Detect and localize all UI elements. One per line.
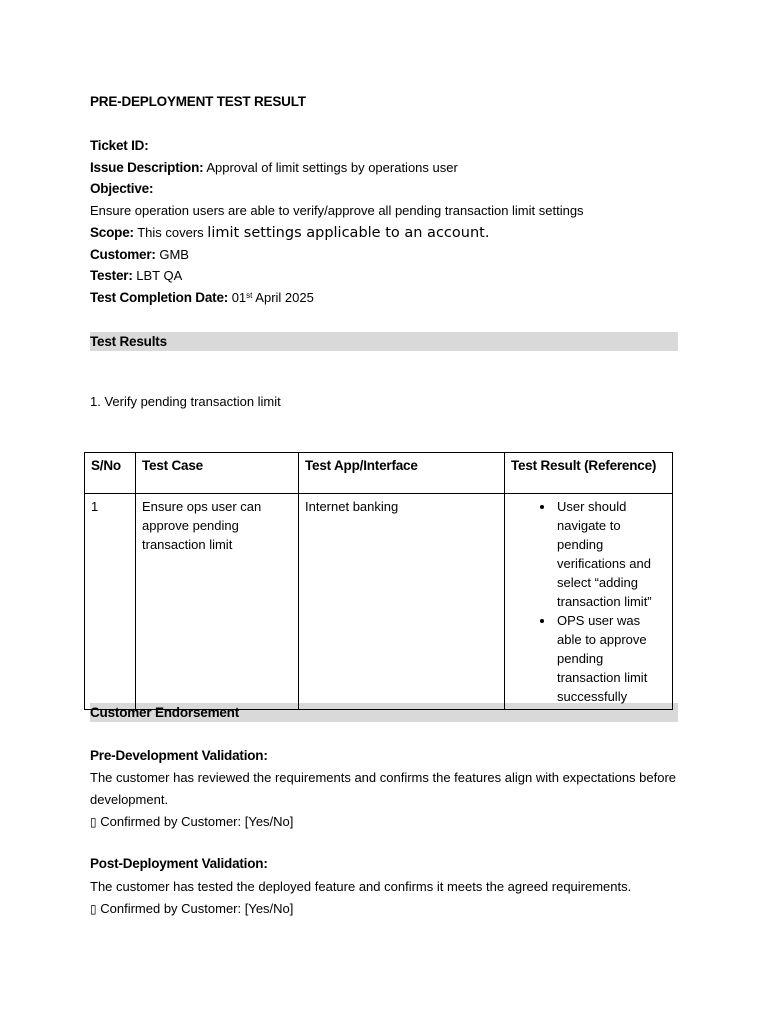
checkbox-icon: ▯ [90, 902, 97, 916]
objective-line [90, 179, 153, 199]
test-item: 1. Verify pending transaction limit [90, 394, 281, 409]
result-list [511, 497, 666, 706]
checkbox-icon: ▯ [90, 815, 97, 829]
test-results-heading: Test Results [90, 332, 678, 351]
result-item: • OPS user was able to approve pending transaction limit successfully [555, 611, 666, 706]
pre-validation-text: The customer has reviewed the requirements and confirms the features align with expectations before development. [90, 770, 677, 807]
completion-suffix: st [246, 291, 253, 300]
objective-value: Ensure operation users are able to verify/approve all pending transaction limit settings [90, 203, 584, 218]
post-validation-heading: Post-Deployment Validation: [90, 856, 268, 871]
customer-line [90, 245, 189, 265]
scope-line [90, 223, 489, 243]
tester-label: Tester: [90, 268, 133, 283]
result-item: • User should navigate to pending verifications and select “adding transaction limit” [555, 497, 666, 611]
header-test-case: Test Case [136, 453, 299, 494]
issue-line [90, 158, 458, 178]
scope-value-b: limit settings applicable to an account. [207, 225, 490, 241]
cell-test-case: Ensure ops user can approve pending transaction limit [136, 494, 299, 710]
completion-line [90, 288, 314, 308]
table-header-row [85, 453, 673, 494]
post-validation-text: The customer has tested the deployed feature and confirms it meets the agreed requirements. [90, 879, 632, 894]
table-row [85, 494, 673, 710]
ticket-id-line [90, 136, 149, 156]
cell-result [505, 494, 673, 710]
test-results-table [84, 452, 673, 710]
customer-label: Customer: [90, 247, 156, 262]
post-validation-confirm: Confirmed by Customer: [Yes/No] [100, 901, 294, 916]
issue-label: Issue Description: [90, 160, 204, 175]
completion-day: 01 [231, 290, 247, 305]
endorsement-heading: Customer Endorsement [90, 703, 678, 722]
pre-validation-confirm-line [90, 812, 293, 832]
completion-rest: April 2025 [255, 290, 314, 305]
cell-interface: Internet banking [299, 494, 505, 710]
cell-sno: 1 [85, 494, 136, 710]
issue-value: Approval of limit settings by operations user [206, 160, 458, 175]
ticket-id-label: Ticket ID: [90, 138, 149, 153]
scope-value-a: This covers [137, 225, 204, 240]
pre-validation-heading: Pre-Development Validation: [90, 748, 268, 763]
customer-value: GMB [159, 247, 189, 262]
tester-value: LBT QA [136, 268, 183, 283]
header-sno: S/No [85, 453, 136, 494]
document-title: PRE-DEPLOYMENT TEST RESULT [90, 94, 306, 109]
header-result: Test Result (Reference) [505, 453, 673, 494]
scope-label: Scope: [90, 225, 134, 240]
header-interface: Test App/Interface [299, 453, 505, 494]
post-validation-confirm-line [90, 899, 293, 919]
objective-label: Objective: [90, 181, 154, 196]
pre-validation-confirm: Confirmed by Customer: [Yes/No] [100, 814, 294, 829]
tester-line [90, 266, 182, 286]
completion-label: Test Completion Date: [90, 290, 229, 305]
